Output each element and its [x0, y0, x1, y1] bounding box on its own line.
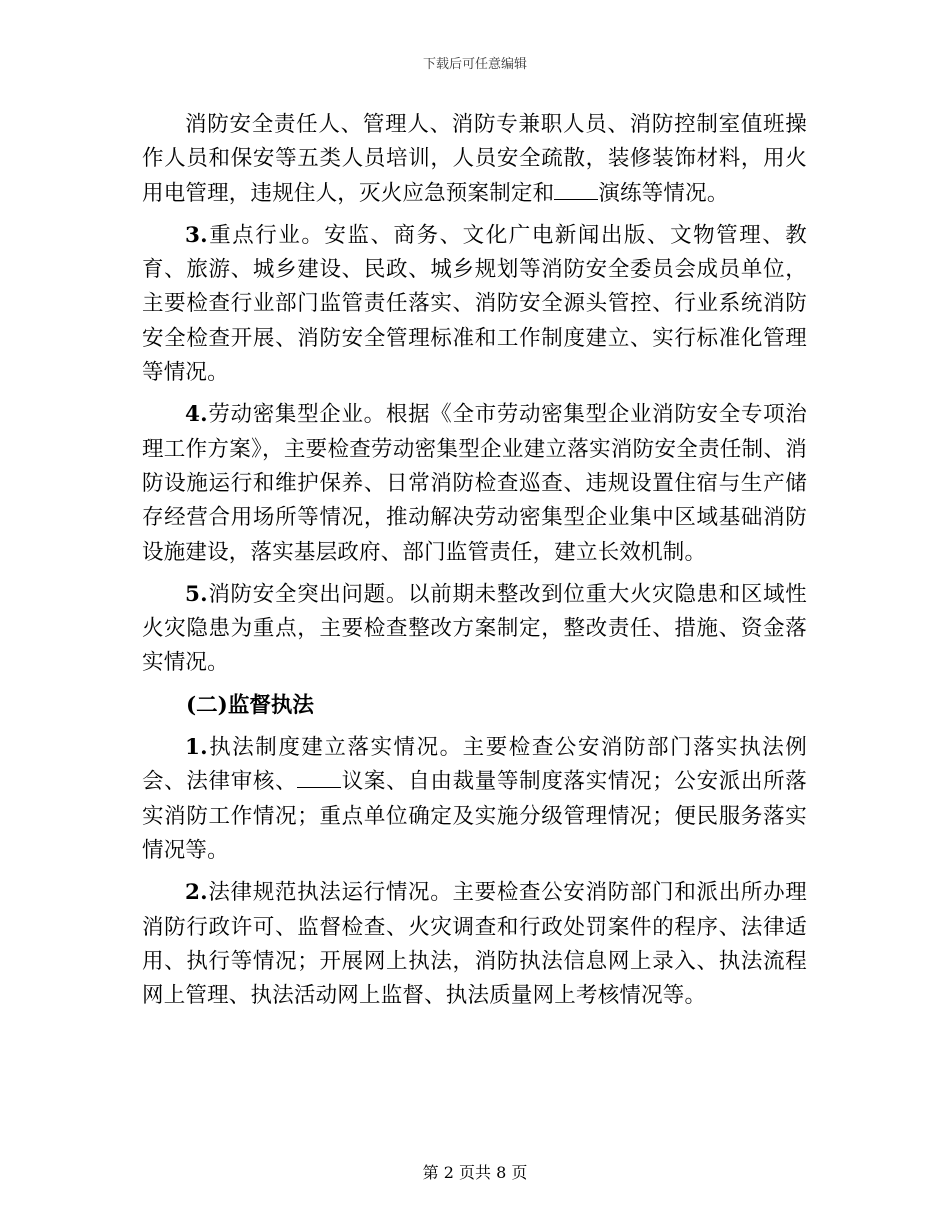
page-header: 下载后可任意编辑	[422, 57, 527, 72]
item-number: 5.	[185, 581, 208, 607]
document-body	[142, 108, 807, 1021]
fill-blank	[297, 768, 341, 788]
section-heading: (二)监督执法	[186, 692, 314, 718]
paragraph-text: 重点行业。安监、商务、文化广电新闻出版、文物管理、教育、旅游、城乡建设、民政、城乡规划等消防安全委员会成员单位，主要检查行业部门监管责任落实、消防安全源头管控、行业系统消防安全检查开展、消防安全管理标准和工作制度建立、实行标准化管理等情况。	[142, 222, 807, 386]
paragraph-text-cont: 议案、自由裁量等制度落实情况；公安派出所落实消防工作情况；重点单位确定及实施分级管理情况；便民服务落实情况等。	[142, 769, 807, 863]
item-number: 1.	[185, 735, 208, 761]
paragraph-text: 劳动密集型企业。根据《全市劳动密集型企业消防安全专项治理工作方案》，主要检查劳动密集型企业建立落实消防安全责任制、消防设施运行和维护保养、日常消防检查巡查、违规设置住宿与生产储存经营合用场所等情况，推动解决劳动密集型企业集中区域基础消防设施建设，落实基层政府、部门监管责任，建立长效机制。	[142, 402, 807, 565]
paragraph-text: 执法制度建立落实情况。主要检查公安消防部门落实执法例会、法律审核、	[142, 735, 807, 795]
item-number: 3.	[185, 222, 208, 248]
item-number: 4.	[185, 402, 208, 428]
paragraph	[142, 108, 807, 211]
paragraph-text: 消防安全突出问题。以前期未整改到位重大火灾隐患和区域性火灾隐患为重点，主要检查整改方案制定，整改责任、措施、资金落实情况。	[142, 581, 807, 676]
paragraph	[142, 578, 807, 681]
paragraph	[142, 876, 807, 1013]
item-number: 2.	[185, 880, 208, 906]
paragraph-text: 法律规范执法运行情况。主要检查公安消防部门和派出所办理消防行政许可、监督检查、火灾调查和行政处罚案件的程序、法律适用、执行等情况；开展网上执法，消防执法信息网上录入、执法流程网上管理、执法活动网上监督、执法质量网上考核情况等。	[142, 880, 807, 1009]
paragraph	[142, 398, 807, 569]
paragraph-text-cont: 演练等情况。	[598, 180, 729, 206]
paragraph	[142, 219, 807, 390]
fill-blank	[554, 180, 598, 200]
paragraph	[142, 731, 807, 868]
paragraph-text: 消防安全责任人、管理人、消防专兼职人员、消防控制室值班操作人员和保安等五类人员培训，人员安全疏散，装修装饰材料，用火用电管理，违规住人，灭火应急预案制定和	[142, 112, 807, 206]
page-footer: 第 2 页共 8 页	[422, 1163, 528, 1182]
